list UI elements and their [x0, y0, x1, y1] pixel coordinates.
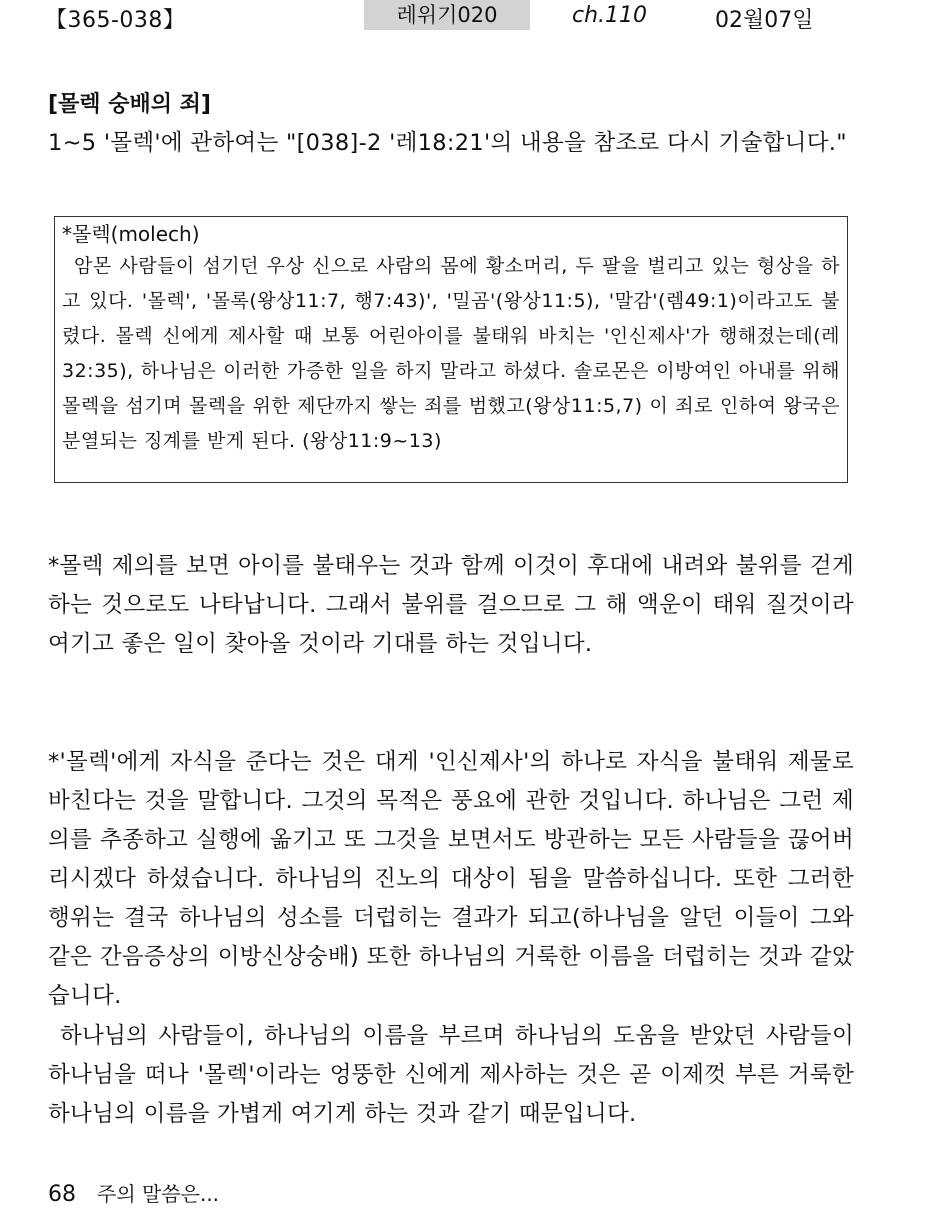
- header-book-label: 레위기020: [364, 0, 530, 30]
- page-footer: [48, 1178, 219, 1207]
- section-intro: [48, 88, 854, 163]
- header-chapter: ch.110: [572, 3, 648, 28]
- header-date: 02월07일: [715, 8, 814, 33]
- intro-paragraph: 1~5 '몰렉'에 관하여는 "[038]-2 '레18:21'의 내용을 참조로 다시 기술합니다.": [48, 130, 847, 156]
- page-header: [0, 0, 950, 34]
- footer-text: 주의 말씀은...: [97, 1182, 220, 1206]
- paragraph-1: *몰렉 제의를 보면 아이를 불태우는 것과 함께 이것이 후대에 내려와 불위를 걷게 하는 것으로도 나타납니다. 그래서 불위를 걸으므로 그 해 액운이 태워 질것이라 여기고 좋은 일이 찾아올 것이라 기대를 하는 것입니다.: [48, 553, 854, 657]
- header-code: 【365-038】: [45, 8, 186, 33]
- note-box: [54, 216, 848, 483]
- note-title: *몰렉(molech): [62, 222, 200, 246]
- section-title: [몰렉 숭배의 죄]: [48, 92, 211, 117]
- page-number: 68: [48, 1182, 76, 1207]
- paragraph-3: 하나님의 사람들이, 하나님의 이름을 부르며 하나님의 도움을 받았던 사람들이 하나님을 떠나 '몰렉'이라는 엉뚱한 신에게 제사하는 것은 곧 이제껏 부른 거룩한 하나님의 이름을 가볍게 여기게 하는 것과 같기 때문입니다.: [48, 1023, 854, 1127]
- paragraph-2: *'몰렉'에게 자식을 준다는 것은 대게 '인신제사'의 하나로 자식을 불태워 제물로 바친다는 것을 말합니다. 그것의 목적은 풍요에 관한 것입니다. 하나님은 그런 제의를 추종하고 실행에 옮기고 또 그것을 보면서도 방관하는 모든 사람들을 끊어버리시겠다 하셨습니다. 하나님의 진노의 대상이 됨을 말씀하십니다. 또한 그러한 행위는 결국 하나님의 성소를 더럽히는 결과가 되고(하나님을 알던 이들이 그와 같은 간음증상의 이방신상숭배) 또한 하나님의 거룩한 이름을 더럽히는 것과 같았습니다.: [48, 749, 854, 1009]
- note-body: 암몬 사람들이 섬기던 우상 신으로 사람의 몸에 황소머리, 두 팔을 벌리고 있는 형상을 하고 있다. '몰렉', '몰록(왕상11:7, 행7:43)', '밀곰'(왕상11:5), '말감'(렘49:1)이라고도 불렸다. 몰렉 신에게 제사할 때 보통 어린아이를 불태워 바치는 '인신제사'가 행해졌는데(레32:35), 하나님은 이러한 가증한 일을 하지 말라고 하셨다. 솔로몬은 이방여인 아내를 위해 몰렉을 섬기며 몰렉을 위한 제단까지 쌓는 죄를 범했고(왕상11:5,7) 이 죄로 인하여 왕국은 분열되는 징계를 받게 된다. (왕상11:9~13): [62, 255, 840, 452]
